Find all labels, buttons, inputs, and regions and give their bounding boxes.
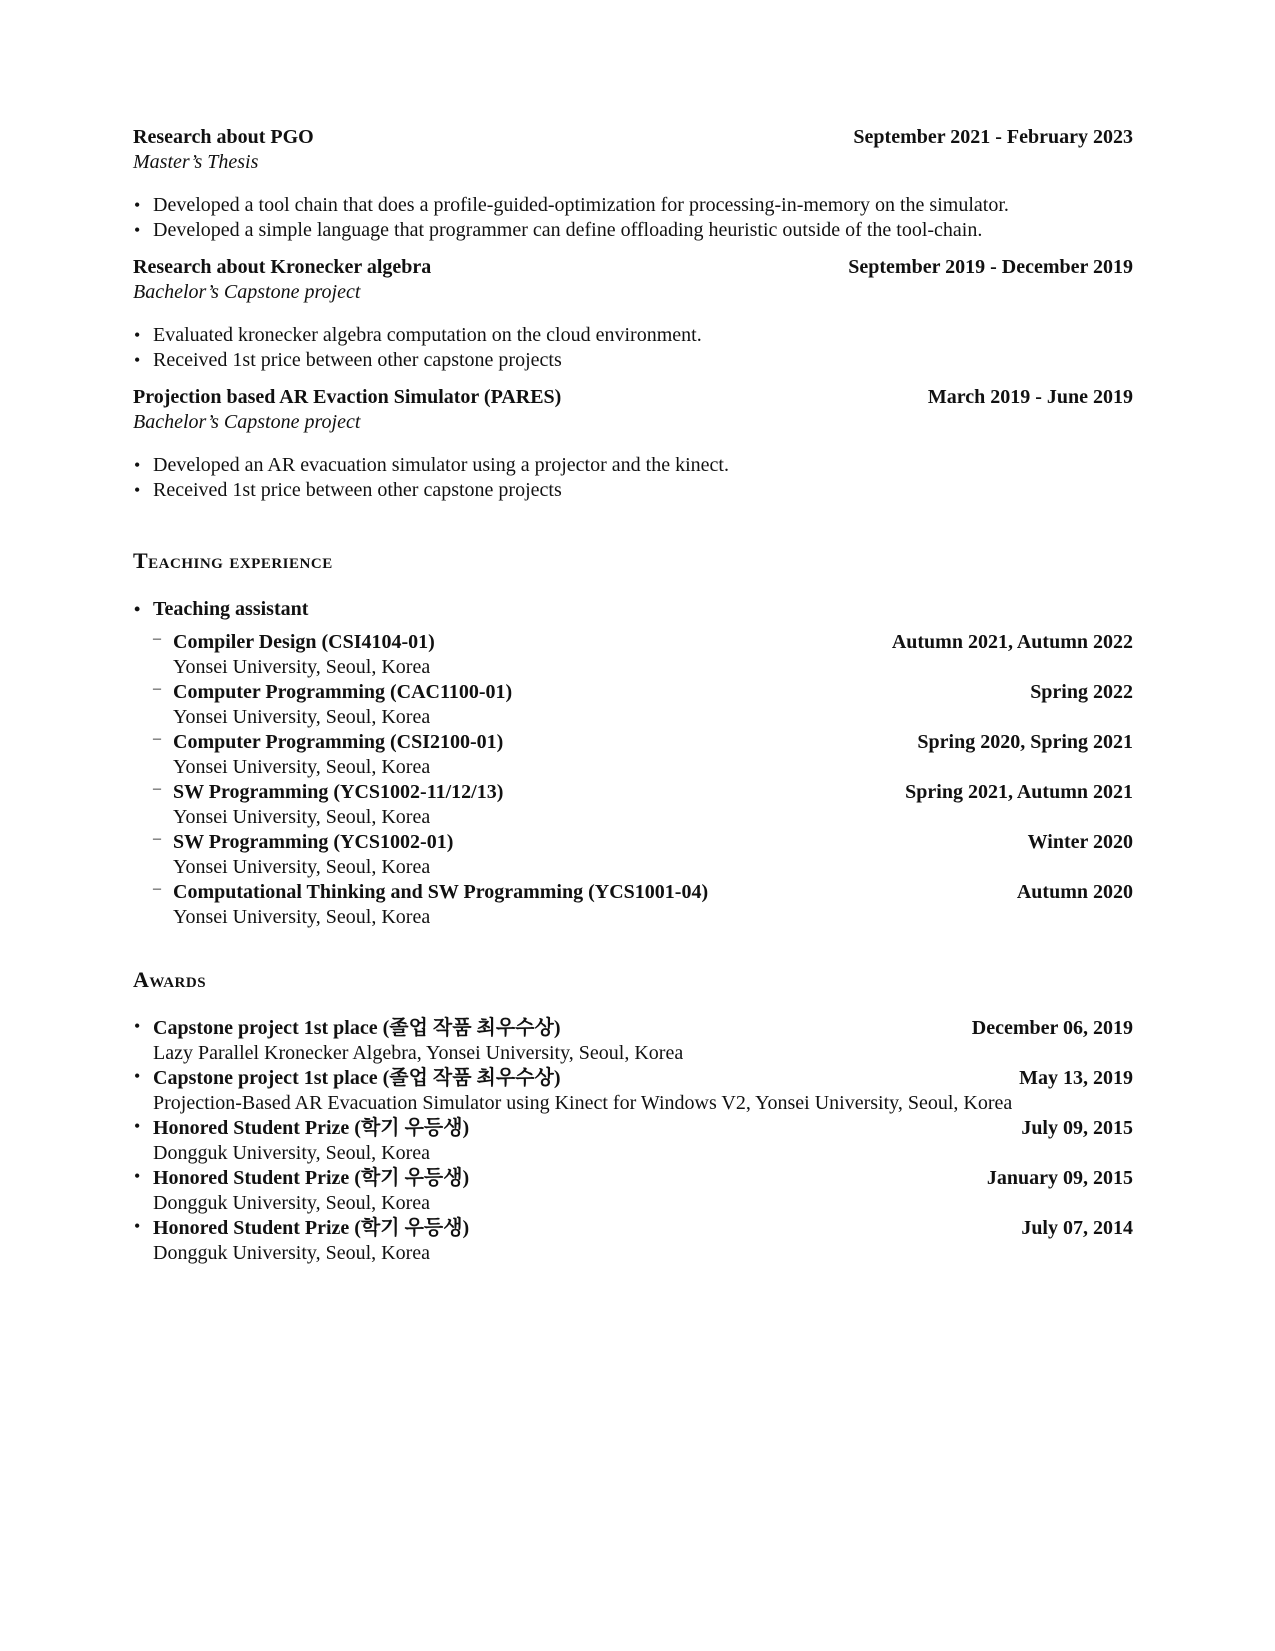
course-place: Yonsei University, Seoul, Korea xyxy=(173,906,431,928)
course-date: Spring 2020, Spring 2021 xyxy=(917,731,1133,753)
award-detail: Dongguk University, Seoul, Korea xyxy=(153,1242,430,1264)
research-subtitle: Master’s Thesis xyxy=(133,151,259,173)
course-name: Computer Programming (CSI2100-01) xyxy=(173,731,504,753)
bullet-icon: • xyxy=(134,1216,141,1236)
bullet-item: • Developed an AR evacuation simulator using a projector and the kinect. xyxy=(134,454,729,476)
teaching-section xyxy=(133,547,1133,930)
research-title: Research about Kronecker algebra xyxy=(133,256,432,278)
research-date: March 2019 - June 2019 xyxy=(927,386,1133,408)
resume-page xyxy=(133,125,1133,1266)
course-place: Yonsei University, Seoul, Korea xyxy=(173,706,431,728)
bullet-icon: • xyxy=(134,325,141,345)
bullet-item: • Developed a simple language that programmer can define offloading heuristic outside of the tool-chain. xyxy=(134,219,983,241)
course-entry xyxy=(133,780,1133,830)
course-place: Yonsei University, Seoul, Korea xyxy=(173,656,431,678)
research-date: September 2021 - February 2023 xyxy=(853,126,1133,148)
research-title: Projection based AR Evaction Simulator (PARES) xyxy=(133,386,562,408)
course-place: Yonsei University, Seoul, Korea xyxy=(173,756,431,778)
award-detail: Projection-Based AR Evacuation Simulator using Kinect for Windows V2, Yonsei University, Seoul, Korea xyxy=(153,1092,1013,1114)
award-entry xyxy=(133,1116,1133,1166)
course-name: Computational Thinking and SW Programming (YCS1001-04) xyxy=(173,881,709,903)
bullet-icon: • xyxy=(134,599,141,619)
award-title: Capstone project 1st place (졸업 작품 최우수상) xyxy=(153,1067,561,1089)
bullet-item: • Received 1st price between other capstone projects xyxy=(134,349,562,371)
award-date: December 06, 2019 xyxy=(971,1017,1133,1039)
course-name: Compiler Design (CSI4104-01) xyxy=(173,631,435,653)
research-entry-header xyxy=(133,125,1133,150)
award-title: Honored Student Prize (학기 우등생) xyxy=(153,1167,470,1189)
course-name: SW Programming (YCS1002-01) xyxy=(173,831,454,853)
course-name: Computer Programming (CAC1100-01) xyxy=(173,681,513,703)
bullet-icon: • xyxy=(134,1116,141,1136)
award-date: May 13, 2019 xyxy=(1019,1067,1133,1089)
bullet-icon: • xyxy=(134,350,141,370)
bullet-item: • Developed a tool chain that does a profile-guided-optimization for processing-in-memory on the simulator. xyxy=(134,194,1009,216)
section-heading-awards: Awards xyxy=(133,967,207,992)
bullet-item: • Received 1st price between other capstone projects xyxy=(134,479,562,501)
course-entry xyxy=(133,680,1133,730)
award-title: Capstone project 1st place (졸업 작품 최우수상) xyxy=(153,1017,561,1039)
course-date: Spring 2021, Autumn 2021 xyxy=(905,781,1133,803)
dash-icon: – xyxy=(153,780,161,797)
research-bullets xyxy=(133,193,1133,243)
award-detail: Dongguk University, Seoul, Korea xyxy=(153,1192,430,1214)
course-date: Winter 2020 xyxy=(1027,831,1133,853)
dash-icon: – xyxy=(153,680,161,697)
course-date: Autumn 2021, Autumn 2022 xyxy=(891,631,1133,653)
award-entry xyxy=(133,1066,1133,1116)
course-date: Autumn 2020 xyxy=(1016,881,1133,903)
course-place: Yonsei University, Seoul, Korea xyxy=(173,806,431,828)
award-detail: Dongguk University, Seoul, Korea xyxy=(153,1142,430,1164)
course-name: SW Programming (YCS1002-11/12/13) xyxy=(173,781,504,803)
course-entry xyxy=(133,730,1133,780)
award-date: July 09, 2015 xyxy=(1021,1117,1133,1139)
dash-icon: – xyxy=(153,630,161,647)
award-entry xyxy=(133,1166,1133,1216)
bullet-icon: • xyxy=(134,1016,141,1036)
course-date: Spring 2022 xyxy=(1030,681,1133,703)
course-entry xyxy=(133,830,1133,880)
awards-section xyxy=(133,966,1133,1266)
research-entry xyxy=(133,385,1133,503)
dash-icon: – xyxy=(153,880,161,897)
course-entry xyxy=(133,880,1133,930)
research-entry-header xyxy=(133,385,1133,410)
dash-icon: – xyxy=(153,730,161,747)
award-title: Honored Student Prize (학기 우등생) xyxy=(153,1217,470,1239)
research-entry-header xyxy=(133,255,1133,280)
award-detail: Lazy Parallel Kronecker Algebra, Yonsei University, Seoul, Korea xyxy=(153,1042,684,1064)
research-entry xyxy=(133,255,1133,373)
course-entry xyxy=(133,630,1133,680)
bullet-icon: • xyxy=(134,1066,141,1086)
teaching-role: • Teaching assistant xyxy=(134,598,309,620)
award-entry xyxy=(133,1216,1133,1266)
bullet-icon: • xyxy=(134,195,141,215)
bullet-icon: • xyxy=(134,220,141,240)
research-bullets xyxy=(133,323,1133,373)
bullet-icon: • xyxy=(134,455,141,475)
course-place: Yonsei University, Seoul, Korea xyxy=(173,856,431,878)
research-entry xyxy=(133,125,1133,243)
bullet-icon: • xyxy=(134,1166,141,1186)
bullet-icon: • xyxy=(134,480,141,500)
research-date: September 2019 - December 2019 xyxy=(848,256,1133,278)
section-heading-teaching: Teaching experience xyxy=(133,548,333,573)
research-bullets xyxy=(133,453,1133,503)
bullet-item: • Evaluated kronecker algebra computation on the cloud environment. xyxy=(134,324,702,346)
research-subtitle: Bachelor’s Capstone project xyxy=(133,411,361,433)
award-date: July 07, 2014 xyxy=(1021,1217,1133,1239)
award-entry xyxy=(133,1016,1133,1066)
award-title: Honored Student Prize (학기 우등생) xyxy=(153,1117,470,1139)
award-date: January 09, 2015 xyxy=(986,1167,1133,1189)
dash-icon: – xyxy=(153,830,161,847)
research-title: Research about PGO xyxy=(133,126,314,148)
research-subtitle: Bachelor’s Capstone project xyxy=(133,281,361,303)
